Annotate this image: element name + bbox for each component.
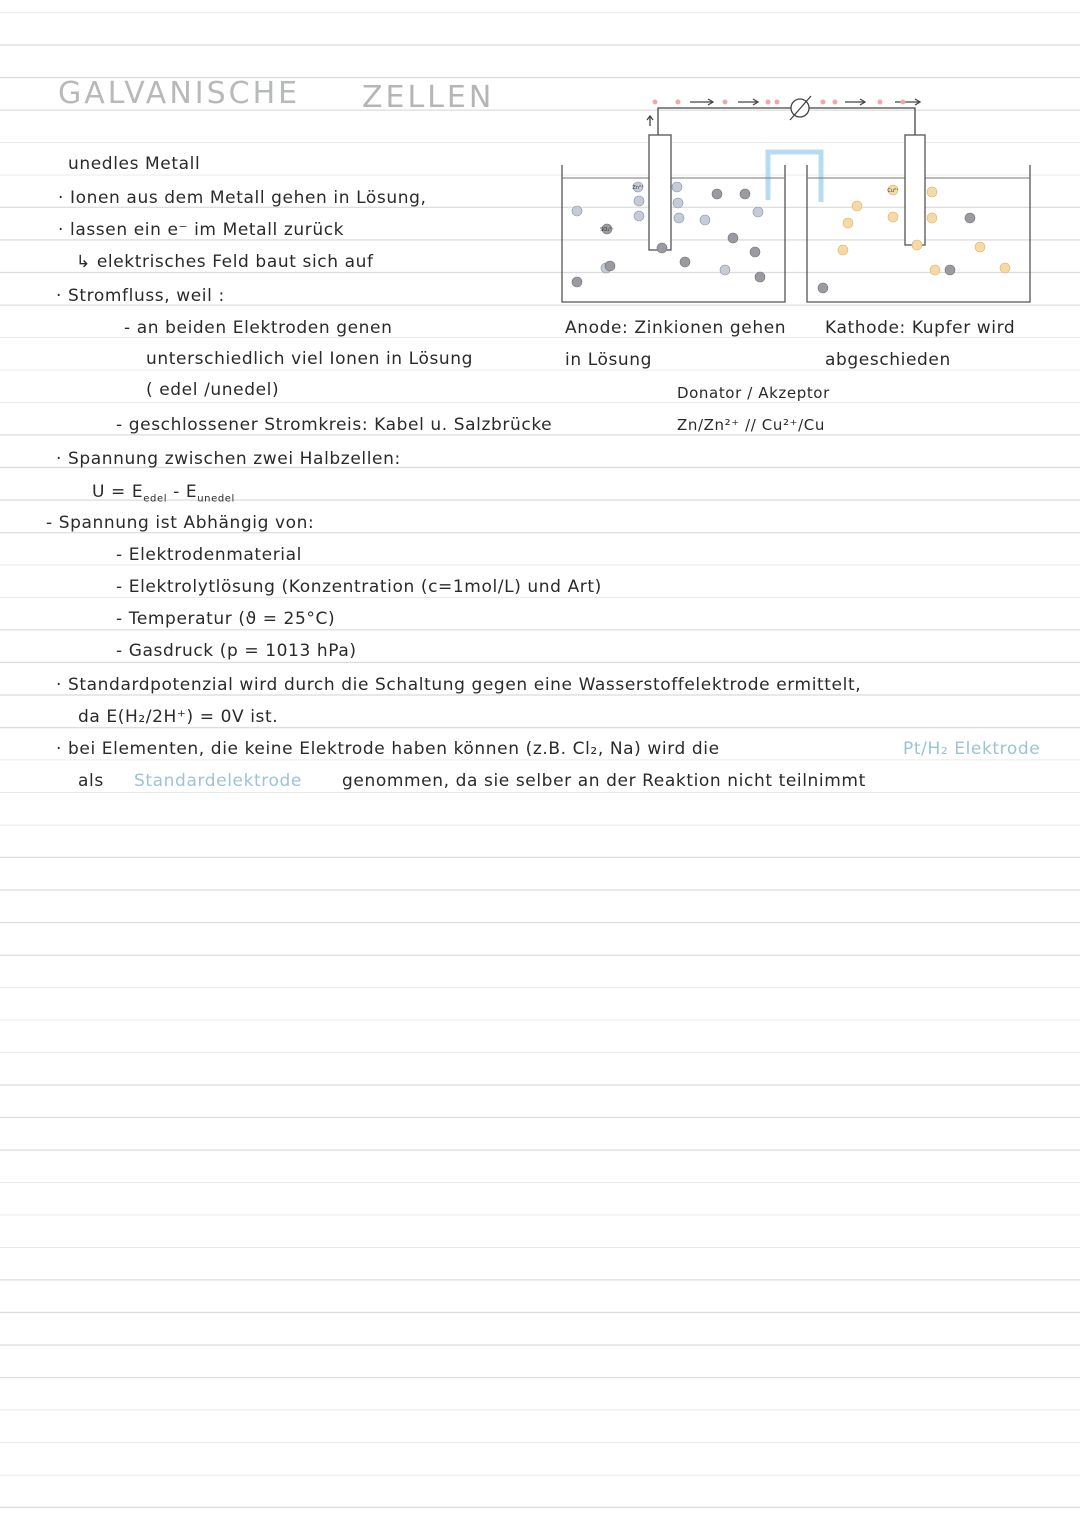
current-reason-1b: unterschiedlich viel Ionen in Lösung [146,349,474,369]
dependency-item-4: - Gasdruck (p = 1013 hPa) [116,641,357,661]
cathode-label-1: Kathode: Kupfer wird [825,318,1016,338]
copper-electrode [905,135,925,245]
anode-label-2: in Lösung [565,350,653,370]
dependency-item-2: - Elektrolytlösung (Konzentration (c=1mol/L) und Art) [116,577,602,597]
current-reason-1a: - an beiden Elektroden genen [124,318,393,338]
dependency-item-3: - Temperatur (ϑ = 25°C) [116,609,336,629]
title-zellen: ZELLEN [362,80,495,115]
cathode-label-2: abgeschieden [825,350,951,370]
svg-text:Cu²⁺: Cu²⁺ [887,188,899,194]
voltage-heading: · Spannung zwischen zwei Halbzellen: [56,449,401,469]
intro-bullet-1: · Ionen aus dem Metall gehen in Lösung, [58,188,427,208]
standard-electrode-term: Standardelektrode [134,771,302,791]
voltmeter [790,96,811,120]
standard-line-3: · bei Elementen, die keine Elektrode haben können (z.B. Cl₂, Na) wird die [56,739,720,759]
intro-bullet-2: · lassen ein e⁻ im Metall zurück [58,220,345,240]
galvanic-cell-diagram [555,90,1055,315]
salt-bridge [768,152,821,202]
current-reason-2: - geschlossener Stromkreis: Kabel u. Salzbrücke [116,415,553,435]
standard-line-2: da E(H₂/2H⁺) = 0V ist. [78,707,279,727]
svg-text:SO₄²⁻: SO₄²⁻ [600,227,614,233]
external-wire [647,99,920,135]
anode-label-1: Anode: Zinkionen gehen [565,318,787,338]
dependency-heading: - Spannung ist Abhängig von: [46,513,315,533]
dependency-item-1: - Elektrodenmaterial [116,545,302,565]
zinc-electrode [649,135,671,250]
svg-text:Zn²⁺: Zn²⁺ [632,185,644,191]
standard-line-4-lead: als [78,771,104,791]
cell-notation: Zn/Zn²⁺ // Cu²⁺/Cu [677,416,825,434]
voltage-formula: $U = E_{edel} - E_{unedel}$ [92,482,235,505]
standard-line-4-rest: genommen, da sie selber an der Reaktion nicht teilnimmt [342,771,866,791]
title-galvanische: GALVANISCHE [58,76,301,111]
standard-line-1: · Standardpotenzial wird durch die Schaltung gegen eine Wasserstoffelektrode ermittelt, [56,675,862,695]
current-heading: · Stromfluss, weil : [56,286,225,306]
intro-heading: unedles Metall [68,154,201,174]
pt-h2-electrode: Pt/H₂ Elektrode [903,739,1041,759]
intro-bullet-3: ↳ elektrisches Feld baut sich auf [76,252,374,272]
donor-acceptor: Donator / Akzeptor [677,384,830,402]
current-reason-1c: ( edel /unedel) [146,380,280,400]
